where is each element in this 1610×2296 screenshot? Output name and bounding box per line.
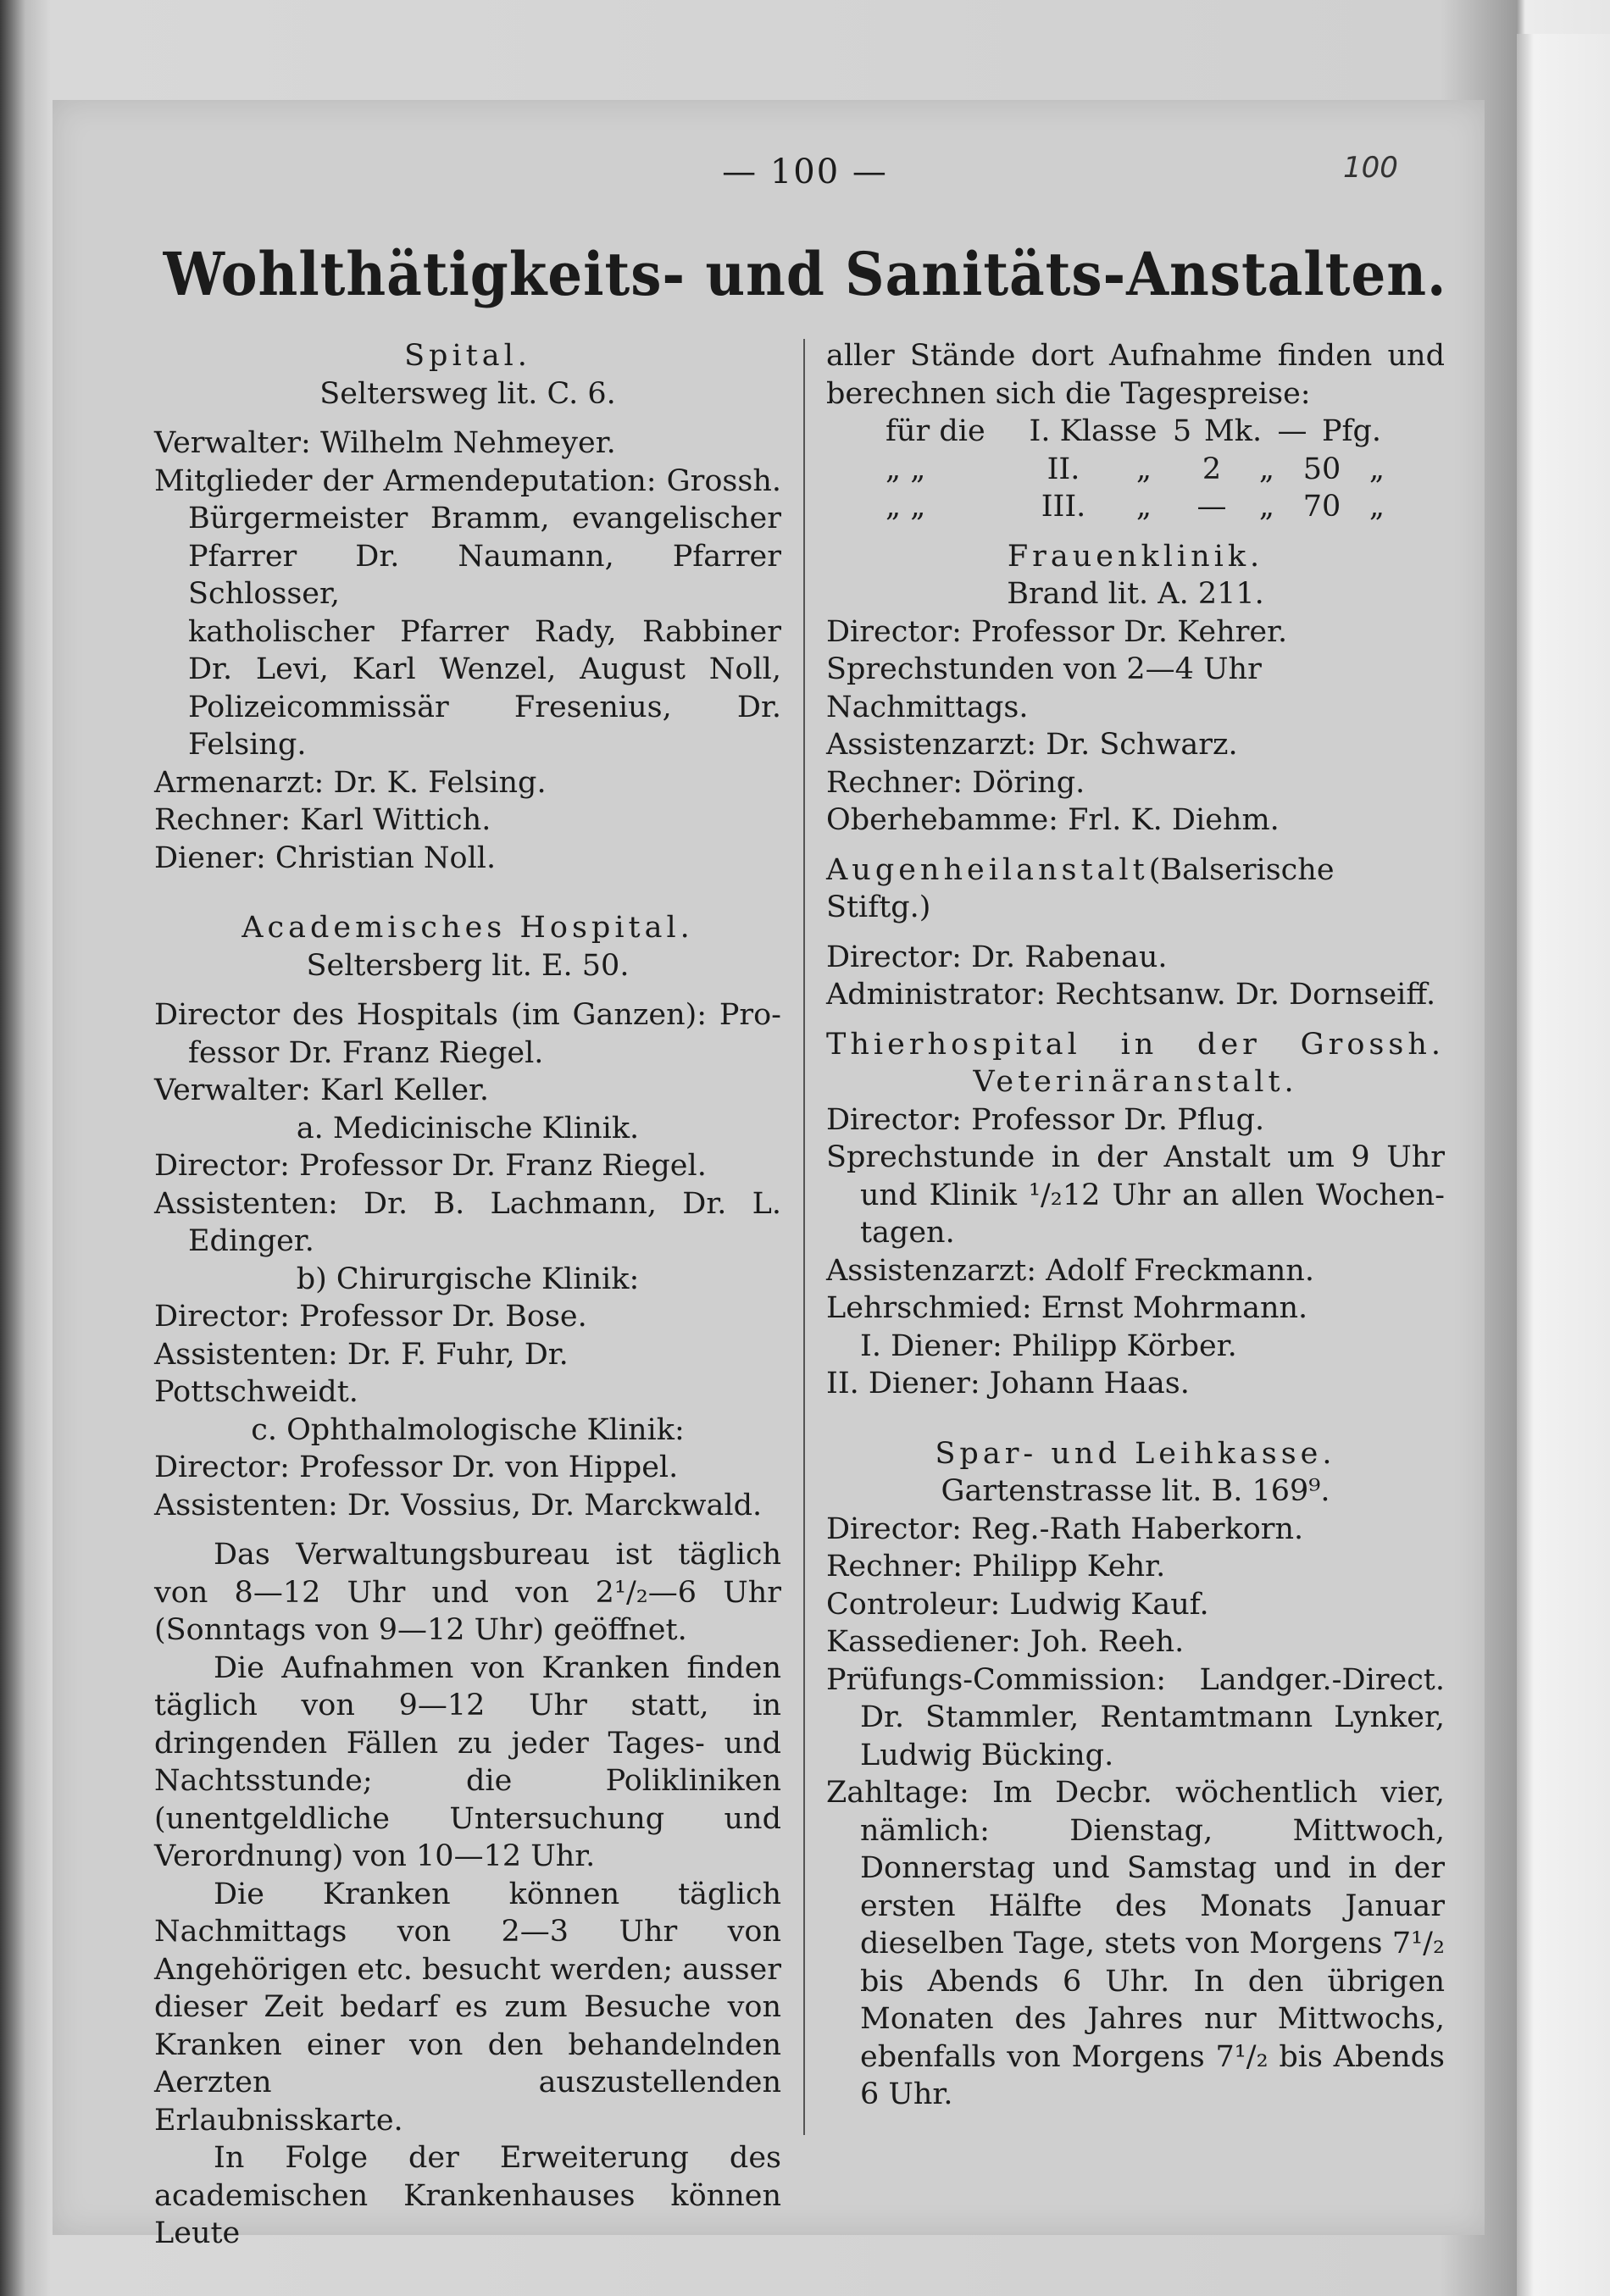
thierhospital-line: Lehrschmied: Ernst Mohrmann. (826, 1291, 1308, 1325)
pencil-page-number: 100 (1343, 151, 1398, 185)
hospital-paragraph: Das Verwaltungsbureau ist täglich von 8—12 Uhr und von 2¹/₂—6 Uhr (Sonntags von 9—12 Uhr) geöffnet. (154, 1538, 781, 1647)
fee-cell: 50 (1302, 452, 1341, 486)
frauenklinik-address: Brand lit. A. 211. (1007, 577, 1264, 611)
fee-cell: I. Klasse (1029, 414, 1158, 448)
fee-cell: Mk. (1203, 414, 1263, 448)
sparkasse-line: Dr. Stammler, Rentamtmann Lynker, (860, 1700, 1445, 1734)
frauenklinik-line: Sprechstunden von 2—4 Uhr Nachmittags. (826, 652, 1262, 724)
spital-line: Armenarzt: Dr. K. Felsing. (154, 765, 547, 800)
book-page-edges (1517, 34, 1610, 2296)
medicinische-line: Assistenten: Dr. B. Lachmann, Dr. L. (154, 1186, 781, 1221)
sparkasse-address: Gartenstrasse lit. B. 169⁹. (941, 1474, 1330, 1508)
fee-cell: II. (1046, 452, 1080, 486)
fee-cell: — (1277, 414, 1307, 448)
ophthalmologische-line: Assistenten: Dr. Vossius, Dr. Marckwald. (154, 1488, 763, 1522)
thierhospital-line: Assistenzarzt: Adolf Freckmann. (826, 1253, 1314, 1288)
sparkasse-line: Prüfungs-Commission: Landger.-Direct. (826, 1662, 1445, 1697)
hospital-paragraph: Die Kranken können täglich Nachmittags von 2—3 Uhr von Angehörigen etc. besucht werden; ausser dieser Zeit bedarf es zum Besuche von Kranken einer von den behandelnden Aerzten auszustellenden Erlaubnisskarte. (154, 1877, 781, 2138)
augenheilanstalt-line: Director: Dr. Rabenau. (826, 940, 1168, 974)
augenheilanstalt-line: Administrator: Rechtsanw. Dr. Dornseiff. (826, 978, 1436, 1012)
ophthalmologische-line: Director: Professor Dr. von Hippel. (154, 1450, 679, 1484)
subsection-heading-ophthalmologische: c. Ophthalmologische Klinik: (251, 1412, 685, 1447)
section-heading-hospital: Academisches Hospital. (242, 911, 694, 945)
zahltage-paragraph: Zahltage: Im Decbr. wöchentlich vier, nämlich: Dienstag, Mittwoch, Donnerstag und Samstag und in der ersten Hälfte des Monats Januar dieselben Tage, stets von Morgens 7¹/₂ bis Abends 6 Uhr. In den übrigen Monaten des Jahres nur Mittwochs, ebenfalls von Morgens 7¹/₂ bis Abends 6 Uhr. (826, 1776, 1445, 2111)
sparkasse-line: Director: Reg.-Rath Haberkorn. (826, 1511, 1304, 1546)
medicinische-line: Edinger. (188, 1224, 314, 1258)
subsection-heading-medicinische: a. Medicinische Klinik. (296, 1111, 640, 1145)
sparkasse-line: Kassediener: Joh. Reeh. (826, 1625, 1185, 1659)
thierhospital-line: tagen. (860, 1216, 955, 1250)
fee-cell: „ (1368, 452, 1385, 486)
spital-line: Polizeicommissär Fresenius, Dr. Felsing. (188, 690, 781, 762)
column-divider (803, 339, 805, 2135)
spital-line: Rechner: Karl Wittich. (154, 803, 491, 837)
spital-line: Verwalter: Wilhelm Nehmeyer. (154, 426, 616, 460)
fee-cell: 2 (1202, 452, 1222, 486)
hospital-paragraph: Die Aufnahmen von Kranken finden täglich von 9—12 Uhr statt, in dringenden Fällen zu jeder Tages- und Nachtsstunde; die Polikliniken (unentgeldliche Untersuchung und Verordnung) von 10—12 Uhr. (154, 1650, 781, 1873)
chirurgische-line: Director: Professor Dr. Bose. (154, 1300, 587, 1334)
fee-row (826, 451, 1445, 489)
fee-cell: „ „ (886, 452, 926, 486)
medicinische-line: Director: Professor Dr. Franz Riegel. (154, 1149, 707, 1183)
thierhospital-line: I. Diener: Philipp Körber. (860, 1328, 1237, 1363)
continuation-text: aller Stände dort Aufnahme finden und berechnen sich die Tagespreise: (826, 339, 1445, 411)
augenheilanstalt-subtitle: (Balserische Stiftg.) (826, 852, 1335, 924)
hospital-paragraph: In Folge der Erweiterung des academischen Krankenhauses können Leute (154, 2141, 781, 2250)
fee-cell: 70 (1302, 490, 1341, 524)
spital-line: Dr. Levi, Karl Wenzel, August Noll, (188, 652, 781, 686)
section-heading-thierhospital-2: Veterinäranstalt. (973, 1065, 1298, 1099)
spital-address: Seltersweg lit. C. 6. (319, 376, 616, 411)
hospital-line: Director des Hospitals (im Ganzen): Pro- (154, 998, 781, 1032)
fee-cell: für die (886, 414, 985, 448)
page-title: Wohlthätigkeits- und Sanitäts-Anstalten. (163, 239, 1447, 309)
left-column (154, 337, 781, 2253)
sparkasse-line: Rechner: Philipp Kehr. (826, 1550, 1166, 1583)
fee-cell: III. (1041, 490, 1086, 524)
fee-cell: „ (1258, 452, 1275, 486)
right-column (826, 337, 1445, 2114)
spital-line: Bürgermeister Bramm, evangelischer (188, 502, 781, 535)
thierhospital-line: Director: Professor Dr. Pflug. (826, 1102, 1265, 1137)
section-heading-frauenklinik: Frauenklinik. (1007, 539, 1264, 574)
hospital-line: Verwalter: Karl Keller. (154, 1073, 490, 1107)
section-heading-spital: Spital. (404, 339, 531, 373)
thierhospital-line: und Klinik ¹/₂12 Uhr an allen Wochen- (860, 1178, 1445, 1212)
sparkasse-line: Controleur: Ludwig Kauf. (826, 1587, 1209, 1622)
spital-line: katholischer Pfarrer Rady, Rabbiner (188, 614, 781, 649)
frauenklinik-line: Rechner: Döring. (826, 765, 1085, 800)
subsection-heading-chirurgische: b) Chirurgische Klinik: (296, 1262, 640, 1296)
fee-cell: 5 (1172, 414, 1192, 448)
thierhospital-line: II. Diener: Johann Haas. (826, 1367, 1190, 1400)
frauenklinik-line: Assistenzarzt: Dr. Schwarz. (826, 728, 1238, 762)
section-heading-augenheilanstalt (826, 851, 1445, 927)
fee-cell: — (1196, 490, 1227, 524)
fee-cell: Pfg. (1321, 414, 1382, 448)
frauenklinik-line: Oberhebamme: Frl. K. Diehm. (826, 803, 1280, 837)
augenheilanstalt-title: Augenheilanstalt (826, 852, 1149, 887)
page-number: — 100 — (722, 153, 888, 191)
fee-cell: „ (1135, 452, 1152, 486)
fee-cell: „ (1368, 490, 1385, 524)
fee-cell: „ (1135, 490, 1152, 524)
hospital-line: fessor Dr. Franz Riegel. (188, 1035, 544, 1070)
chirurgische-line: Assistenten: Dr. F. Fuhr, Dr. Pottschweidt. (154, 1337, 569, 1409)
fee-cell: „ (1258, 490, 1275, 524)
frauenklinik-line: Director: Professor Dr. Kehrer. (826, 614, 1288, 649)
spital-line: Mitglieder der Armendeputation: Grossh. (154, 463, 781, 498)
fee-cell: „ „ (886, 490, 926, 524)
section-heading-thierhospital: Thierhospital in der Grossh. (826, 1027, 1445, 1062)
sparkasse-line: Ludwig Bücking. (860, 1738, 1114, 1772)
section-heading-sparkasse: Spar- und Leihkasse. (935, 1436, 1336, 1471)
hospital-address: Seltersberg lit. E. 50. (306, 948, 630, 983)
thierhospital-line: Sprechstunde in der Anstalt um 9 Uhr (826, 1140, 1445, 1174)
spital-line: Diener: Christian Noll. (154, 840, 497, 875)
fee-row (826, 488, 1445, 526)
spital-line: Pfarrer Dr. Naumann, Pfarrer Schlosser, (188, 539, 781, 611)
fee-row (826, 413, 1445, 451)
